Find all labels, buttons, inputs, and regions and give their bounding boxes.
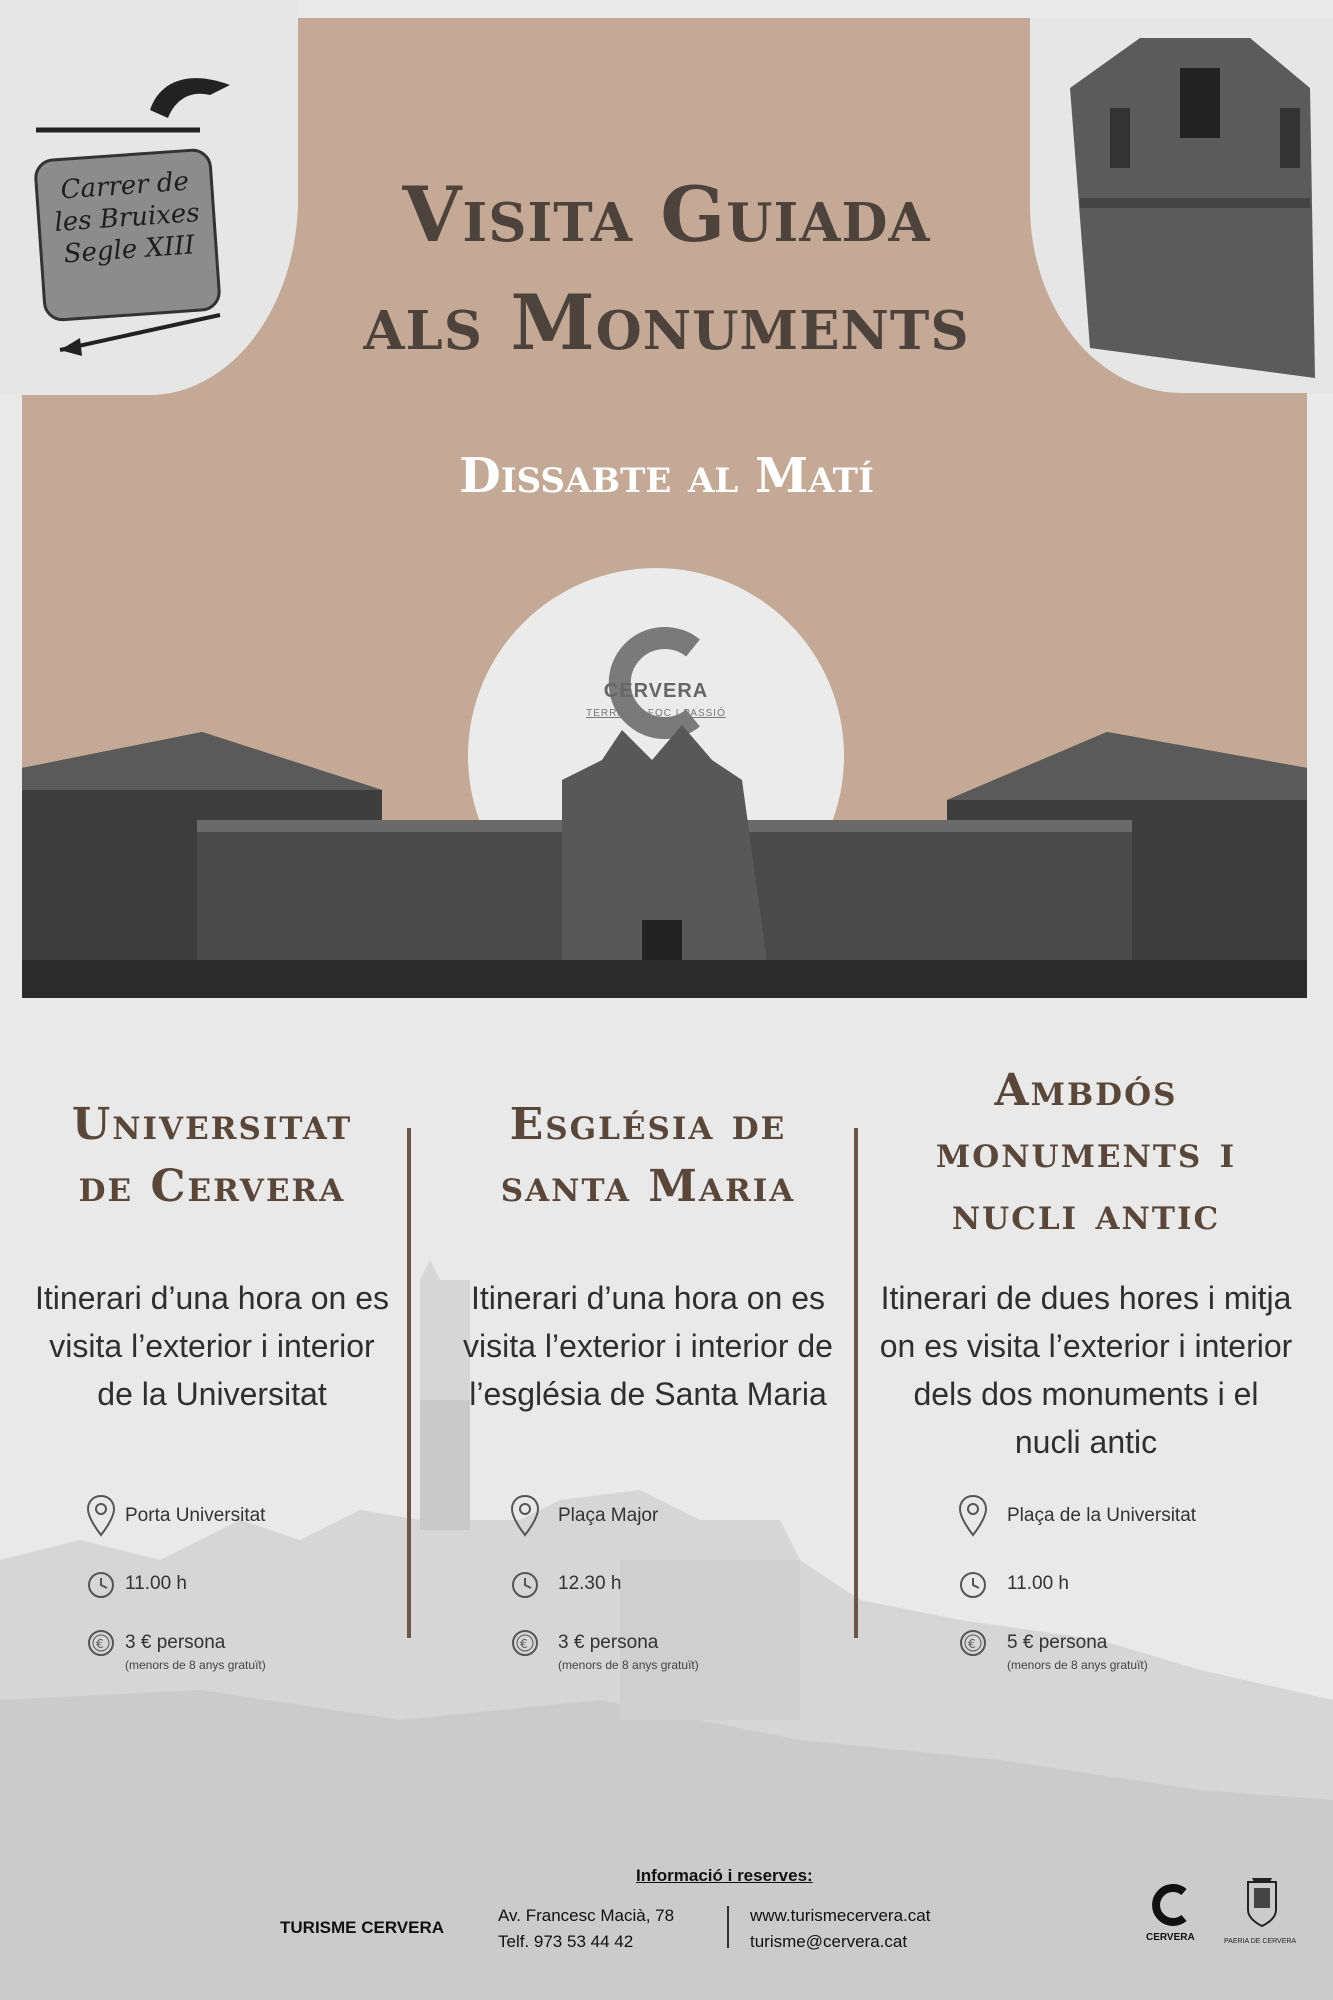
time-text: 11.00 h [1007,1573,1069,1594]
clock-icon [958,1570,988,1600]
svg-text:€: € [96,1637,104,1651]
website-link[interactable]: www.turismecervera.cat [750,1906,931,1925]
logo-name: CERVERA [603,680,709,702]
price-note: (menors de 8 anys gratuït) [125,1658,266,1672]
info-heading: Informació i reserves: [636,1866,813,1885]
price-text: 3 € persona [558,1632,659,1653]
footer-divider [727,1906,729,1948]
price-text: 5 € persona [1007,1632,1108,1653]
column-desc-line: on es visita l’exterior i interior [879,1328,1293,1364]
column-desc-line: dels dos monuments i el [913,1376,1259,1412]
column-title-line1: Universitat [71,1099,353,1150]
page-title-line2: als Monuments [363,278,970,367]
column-desc-line: visita l’exterior i interior de [463,1328,833,1364]
clock-icon [86,1570,116,1600]
place-text: Porta Universitat [125,1505,266,1526]
column-desc-line: de la Universitat [97,1376,327,1412]
footer-brand: TURISME CERVERA [280,1918,445,1937]
price-note: (menors de 8 anys gratuït) [558,1658,699,1672]
column-title-line1: Església de [509,1099,787,1150]
column-title-line3: nucli antic [951,1189,1221,1240]
column-desc-line: l’església de Santa Maria [469,1376,827,1412]
university-building-photo [22,720,1307,998]
footer-address: Av. Francesc Macià, 78 [498,1906,675,1925]
location-pin-icon [86,1494,116,1538]
column-desc-line: Itinerari d’una hora on es [35,1280,389,1316]
logo-tagline: TERRA DE FOC I PASSIÓ [586,708,726,719]
page-title-line1: Visita Guiada [402,170,931,259]
paeria-coat-of-arms-icon [1242,1874,1282,1930]
column-desc-line: Itinerari de dues hores i mitja [880,1280,1292,1316]
column-desc-line: nucli antic [1014,1424,1158,1460]
euro-coin-icon [958,1628,988,1658]
svg-text:€: € [968,1637,976,1651]
cervera-footer-logo-label: CERVERA [1146,1932,1195,1943]
column-title-line2: monuments i [935,1127,1237,1178]
price-note: (menors de 8 anys gratuït) [1007,1658,1148,1672]
column-title-line2: santa Maria [500,1161,796,1212]
svg-text:€: € [520,1637,528,1651]
page-subtitle: Dissabte al Matí [459,448,874,504]
column-title-line1: Ambdós [994,1065,1178,1116]
column-divider [407,1128,411,1638]
column-church [448,1080,848,1418]
euro-coin-icon [510,1628,540,1658]
time-text: 12.30 h [558,1573,622,1594]
column-university [12,1080,412,1418]
location-pin-icon [510,1494,540,1538]
cervera-footer-logo-icon [1148,1880,1198,1930]
paeria-logo-label: PAERIA DE CERVERA [1224,1938,1297,1945]
footer-phone: Telf. 973 53 44 42 [498,1932,634,1951]
column-desc-line: visita l’exterior i interior [49,1328,375,1364]
column-title-line2: de Cervera [78,1161,346,1212]
column-both [876,1060,1296,1466]
clock-icon [510,1570,540,1600]
place-text: Plaça Major [558,1505,659,1526]
street-sign-text: Carrer de les Bruixes Segle XIII [53,166,201,270]
price-text: 3 € persona [125,1632,226,1653]
place-text: Plaça de la Universitat [1007,1505,1197,1526]
euro-coin-icon [86,1628,116,1658]
time-text: 11.00 h [125,1573,187,1594]
column-divider [854,1128,858,1638]
email-link[interactable]: turisme@cervera.cat [750,1932,908,1951]
column-desc-line: Itinerari d’una hora on es [471,1280,825,1316]
location-pin-icon [958,1494,988,1538]
